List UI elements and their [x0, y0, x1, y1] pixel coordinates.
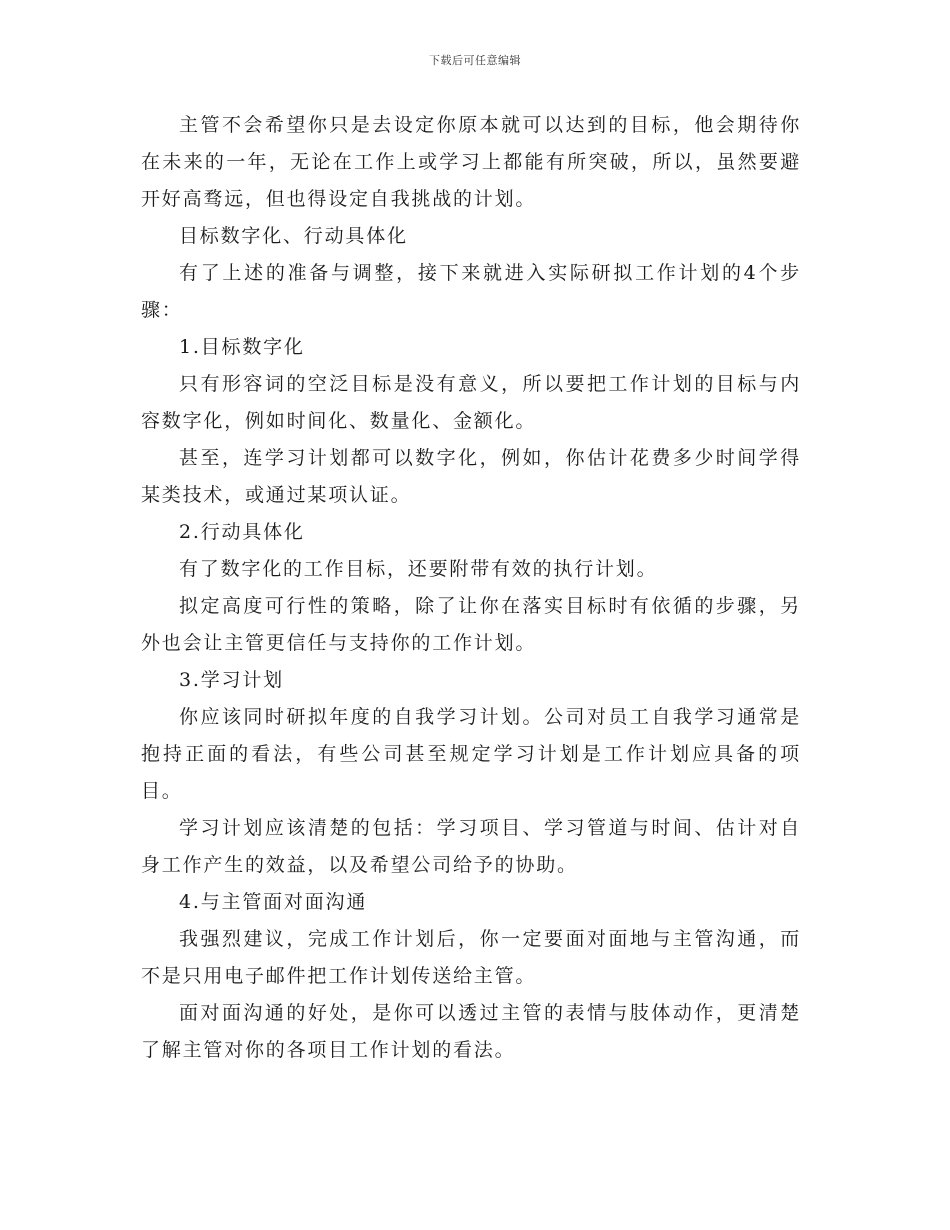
- paragraph: 面对面沟通的好处，是你可以透过主管的表情与肢体动作，更清楚了解主管对你的各项目工作计划的看法。: [141, 1002, 801, 1061]
- page-header: 下载后可任意编辑: [429, 54, 521, 67]
- paragraph: 甚至，连学习计划都可以数字化，例如，你估计花费多少时间学得某类技术，或通过某项认证。: [141, 447, 801, 506]
- paragraph-intro: 主管不会希望你只是去设定你原本就可以达到的目标，他会期待你在未来的一年，无论在工作上或学习上都能有所突破，所以，虽然要避开好高骛远，但也得设定自我挑战的计划。: [141, 114, 801, 210]
- paragraph: 有了上述的准备与调整，接下来就进入实际研拟工作计划的4个步骤：: [141, 262, 801, 321]
- step-heading-3: 3.学习计划: [179, 669, 284, 691]
- paragraph: 你应该同时研拟年度的自我学习计划。公司对员工自我学习通常是抱持正面的看法，有些公司甚至规定学习计划是工作计划应具备的项目。: [141, 706, 801, 802]
- section-heading: 目标数字化、行动具体化: [179, 225, 408, 247]
- paragraph: 只有形容词的空泛目标是没有意义，所以要把工作计划的目标与内容数字化，例如时间化、数量化、金额化。: [141, 373, 801, 432]
- step-heading-2: 2.行动具体化: [179, 521, 305, 543]
- paragraph: 我强烈建议，完成工作计划后，你一定要面对面地与主管沟通，而不是只用电子邮件把工作计划传送给主管。: [141, 928, 801, 987]
- paragraph: 学习计划应该清楚的包括：学习项目、学习管道与时间、估计对自身工作产生的效益，以及希望公司给予的协助。: [141, 817, 801, 876]
- step-heading-1: 1.目标数字化: [179, 336, 305, 358]
- paragraph: 拟定高度可行性的策略，除了让你在落实目标时有依循的步骤，另外也会让主管更信任与支持你的工作计划。: [141, 595, 801, 654]
- document-body: [141, 107, 801, 1069]
- step-heading-4: 4.与主管面对面沟通: [179, 891, 368, 913]
- paragraph: 有了数字化的工作目标，还要附带有效的执行计划。: [179, 558, 658, 580]
